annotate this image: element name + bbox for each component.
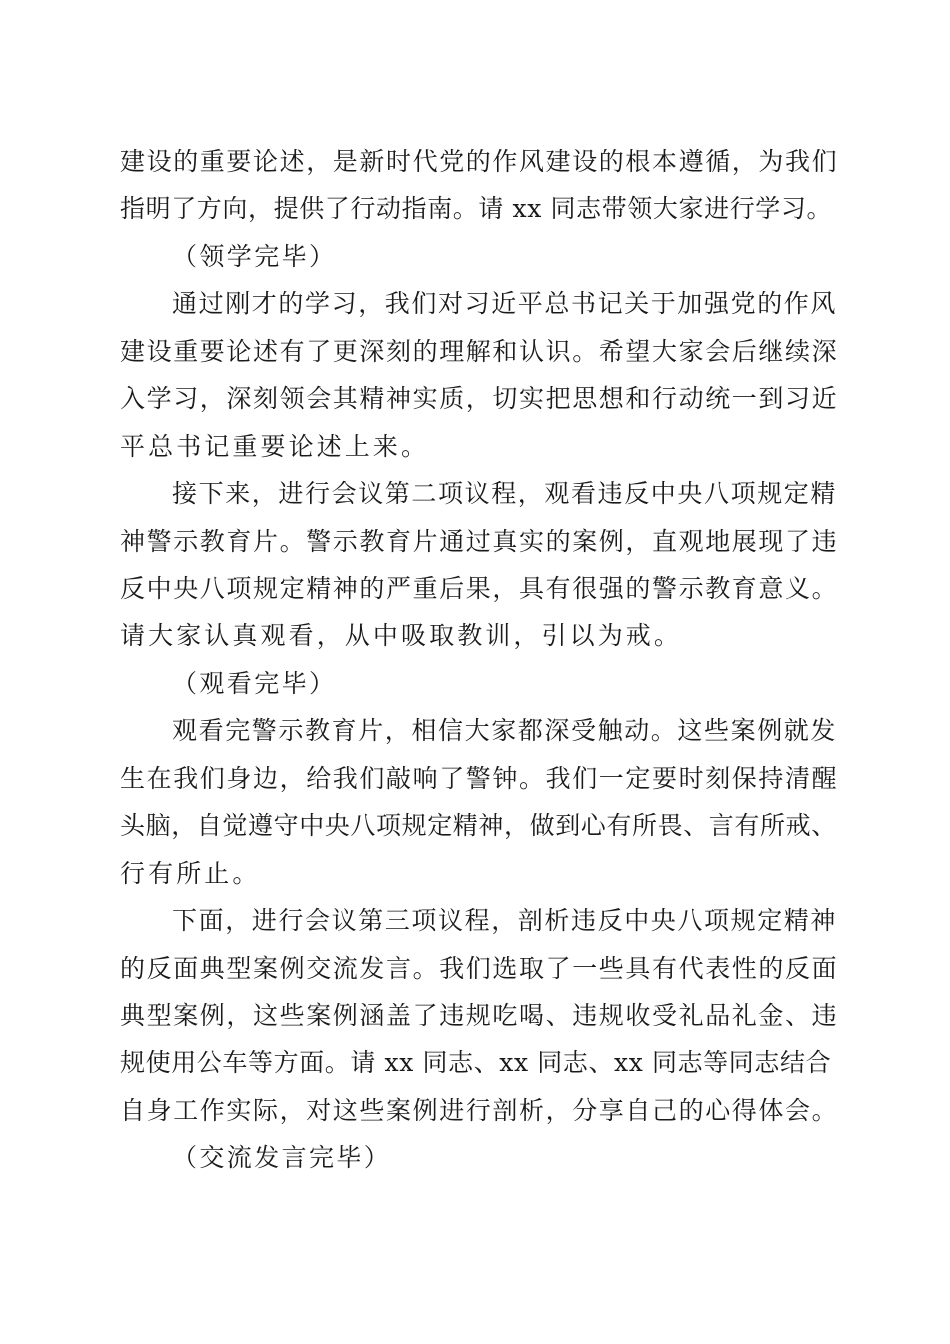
paragraph-line: 下面，进行会议第三项议程，剖析违反中央八项规定精神 bbox=[172, 906, 838, 935]
paragraph-line: 通过刚才的学习，我们对习近平总书记关于加强党的作风 bbox=[172, 289, 838, 318]
paragraph-line: 观看完警示教育片，相信大家都深受触动。这些案例就发 bbox=[172, 716, 838, 745]
paragraph-line: 建设的重要论述，是新时代党的作风建设的根本遵循，为我们 bbox=[120, 147, 839, 176]
paragraph-line: 规使用公车等方面。请 xx 同志、xx 同志、xx 同志等同志结合 bbox=[120, 1048, 832, 1077]
paragraph-line: 典型案例，这些案例涵盖了违规吃喝、违规收受礼品礼金、违 bbox=[120, 1001, 839, 1030]
paragraph-line: 行有所止。 bbox=[120, 859, 261, 888]
paragraph-line: 指明了方向，提供了行动指南。请 xx 同志带领大家进行学习。 bbox=[120, 194, 833, 223]
paragraph-line: 接下来，进行会议第二项议程，观看违反中央八项规定精 bbox=[172, 479, 838, 508]
paragraph-line: 神警示教育片。警示教育片通过真实的案例，直观地展现了违 bbox=[120, 527, 839, 556]
section-marker: （交流发言完毕） bbox=[172, 1143, 392, 1172]
paragraph-line: 头脑，自觉遵守中央八项规定精神，做到心有所畏、言有所戒、 bbox=[120, 811, 837, 840]
paragraph-line: 请大家认真观看，从中吸取教训，引以为戒。 bbox=[120, 621, 683, 650]
section-marker: （领学完毕） bbox=[172, 242, 337, 271]
paragraph-line: 反中央八项规定精神的严重后果，具有很强的警示教育意义。 bbox=[120, 574, 839, 603]
paragraph-line: 生在我们身边，给我们敲响了警钟。我们一定要时刻保持清醒 bbox=[120, 764, 839, 793]
paragraph-line: 自身工作实际，对这些案例进行剖析，分享自己的心得体会。 bbox=[120, 1096, 839, 1125]
paragraph-line: 的反面典型案例交流发言。我们选取了一些具有代表性的反面 bbox=[120, 954, 839, 983]
paragraph-line: 平总书记重要论述上来。 bbox=[120, 432, 430, 461]
section-marker: （观看完毕） bbox=[172, 669, 337, 698]
paragraph-line: 入学习，深刻领会其精神实质，切实把思想和行动统一到习近 bbox=[120, 384, 839, 413]
paragraph-line: 建设重要论述有了更深刻的理解和认识。希望大家会后继续深 bbox=[120, 337, 839, 366]
